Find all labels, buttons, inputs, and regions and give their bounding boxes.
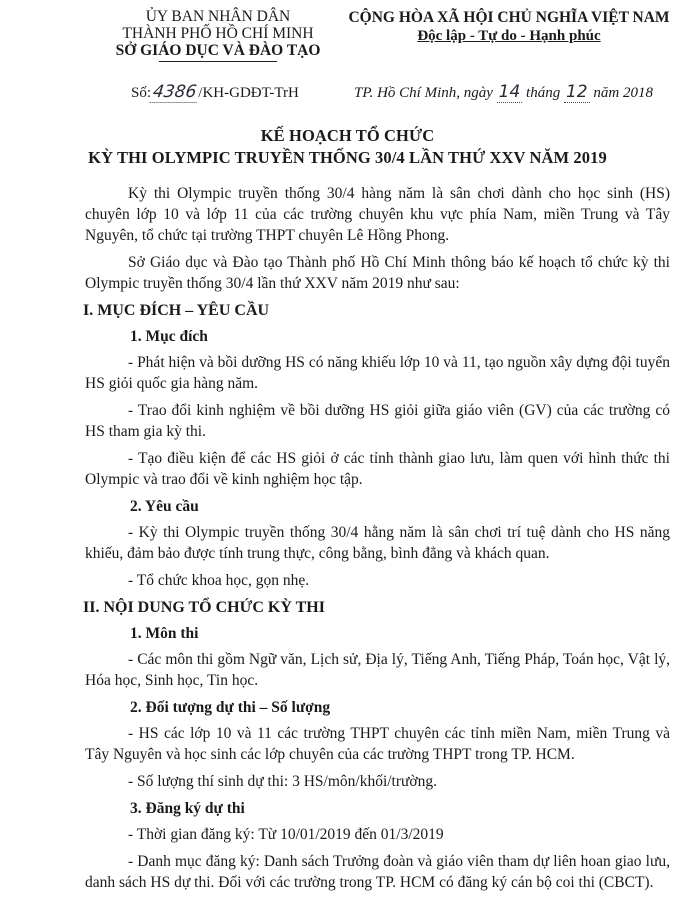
intro-paragraph-1: Kỳ thi Olympic truyền thống 30/4 hàng năm là sân chơi dành cho học sinh (HS) chuyên lớp 10 và lớp 11 của các trường chuyên khu vực phía Nam, miền Trung và Tây Nguyên, tổ chức tại trường THPT chuyên Lê Hồng Phong. xyxy=(85,185,670,244)
purpose-item-3: - Tạo điều kiện để các HS giỏi ở các tỉnh thành giao lưu, làm quen với hình thức thi Olympic và trao đổi về kinh nghiệm học tập. xyxy=(85,450,670,488)
section-heading-1: I. MỤC ĐÍCH – YÊU CẦU xyxy=(83,302,270,319)
agency-line-2: THÀNH PHỐ HỒ CHÍ MINH xyxy=(122,25,314,42)
registration-item-2: - Danh mục đăng ký: Danh sách Trưởng đoàn và giáo viên tham dự liên hoan giao lưu, danh sách HS dự thi. Đối với các trường trong TP. HCM có đăng ký cán bộ coi thi (CBCT). xyxy=(85,853,670,891)
subsection-heading-subjects: 1. Môn thi xyxy=(130,625,199,642)
subsection-heading-participants: 2. Đối tượng dự thi – Số lượng xyxy=(130,699,331,716)
document-body xyxy=(85,183,670,899)
document-title-line-2: KỲ THI OLYMPIC TRUYỀN THỐNG 30/4 LẦN THỨ XXV NĂM 2019 xyxy=(88,148,607,167)
registration-item-1: - Thời gian đăng ký: Từ 10/01/2019 đến 01/3/2019 xyxy=(128,826,444,843)
document-number xyxy=(131,82,299,103)
date-year: năm 2018 xyxy=(593,85,653,101)
intro-paragraph-2: Sở Giáo dục và Đào tạo Thành phố Hồ Chí Minh thông báo kế hoạch tổ chức kỳ thi Olympic truyền thống 30/4 lần thứ XXV năm 2019 như sau: xyxy=(85,254,670,292)
participants-item-1: - HS các lớp 10 và 11 các trường THPT chuyên các tỉnh miền Nam, miền Trung và Tây Nguyên và học sinh các lớp chuyên của các trường THPT trong TP. HCM. xyxy=(85,725,670,763)
participants-item-2: - Số lượng thí sinh dự thi: 3 HS/môn/khối/trường. xyxy=(128,773,437,790)
agency-line-1: ỦY BAN NHÂN DÂN xyxy=(145,8,291,25)
purpose-item-2: - Trao đổi kinh nghiệm về bồi dưỡng HS giỏi giữa giáo viên (GV) của các trường có HS tham gia kỳ thi. xyxy=(85,402,670,440)
document-number-handwritten: 4386 xyxy=(150,82,200,103)
date-month: 12 xyxy=(565,82,588,102)
requirement-item-1: - Kỳ thi Olympic truyền thống 30/4 hằng năm là sân chơi trí tuệ dành cho HS năng khiếu, đảm bảo được tính trung thực, công bằng, bình đẳng và khách quan. xyxy=(85,524,670,562)
subjects-item: - Các môn thi gồm Ngữ văn, Lịch sử, Địa lý, Tiếng Anh, Tiếng Pháp, Toán học, Vật lý, Hóa học, Sinh học, Tin học. xyxy=(85,651,670,689)
purpose-item-1: - Phát hiện và bồi dưỡng HS có năng khiếu lớp 10 và 11, tạo nguồn xây dựng đội tuyển HS giỏi quốc gia hàng năm. xyxy=(85,354,670,392)
national-motto: Độc lập - Tự do - Hạnh phúc xyxy=(417,28,601,44)
requirement-item-2: - Tổ chức khoa học, gọn nhẹ. xyxy=(128,572,310,589)
date-day: 14 xyxy=(498,82,521,102)
subsection-heading-requirements: 2. Yêu cầu xyxy=(130,498,199,515)
date-month-label: tháng xyxy=(526,85,561,101)
date-place: TP. Hồ Chí Minh, ngày xyxy=(354,85,493,101)
agency-underline xyxy=(159,61,277,62)
document-number-prefix: Số: xyxy=(131,85,152,101)
national-header xyxy=(330,8,688,46)
agency-line-3: SỞ GIÁO DỤC VÀ ĐÀO TẠO xyxy=(115,42,321,59)
document-title-line-1: KẾ HOẠCH TỔ CHỨC xyxy=(260,126,435,145)
subsection-heading-registration: 3. Đăng ký dự thi xyxy=(130,800,245,817)
national-title: CỘNG HÒA XÃ HỘI CHỦ NGHĨA VIỆT NAM xyxy=(348,9,670,26)
section-heading-2: II. NỘI DUNG TỔ CHỨC KỲ THI xyxy=(83,599,325,616)
issuing-agency-header xyxy=(88,8,348,62)
subsection-heading-purpose: 1. Mục đích xyxy=(130,328,208,345)
issue-date xyxy=(354,82,653,102)
document-number-suffix: /KH-GDĐT-TrH xyxy=(198,85,299,101)
